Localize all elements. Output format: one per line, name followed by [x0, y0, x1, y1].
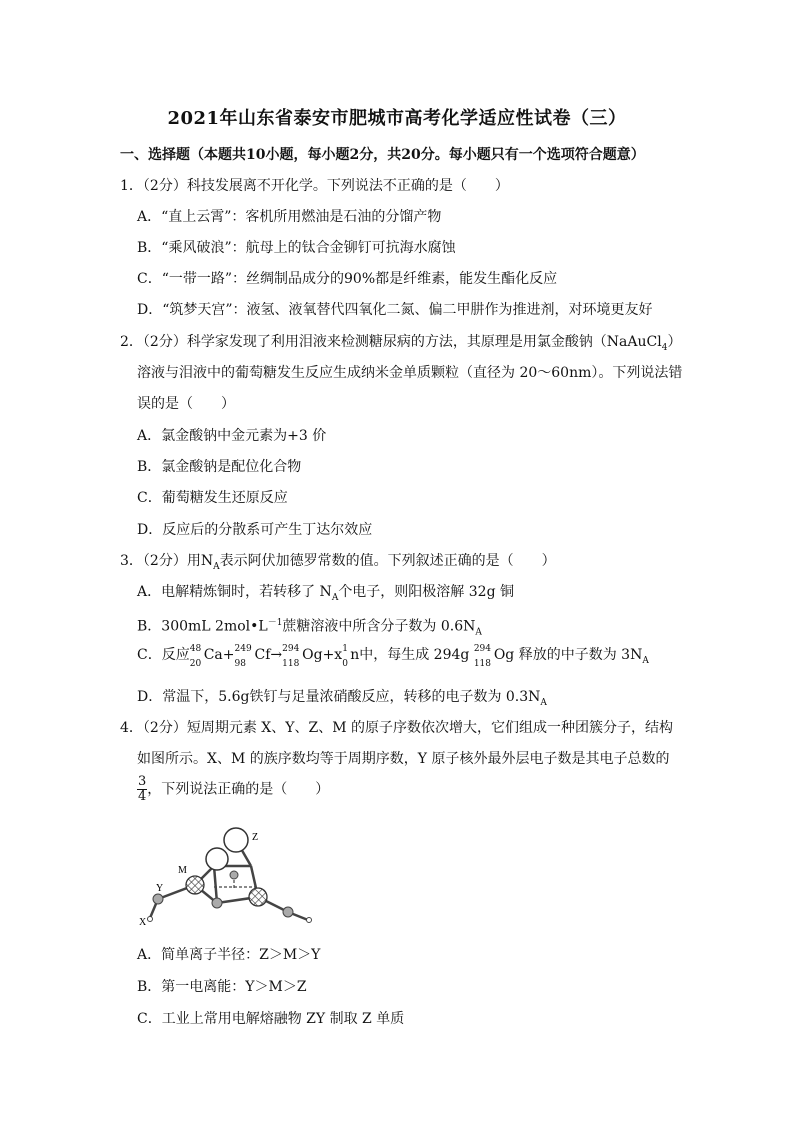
- atom-m-right: [249, 888, 267, 906]
- q3-option-d: D．常温下，5.6g铁钉与足量浓硝酸反应，转移的电子数为 $0.3N_A$: [137, 689, 547, 708]
- q2-stem-line3: 误的是（ ）: [137, 396, 235, 412]
- atom-y-left: [153, 894, 163, 904]
- figure-label-m: M: [178, 865, 187, 876]
- q3-option-c: C．反应 48 20 Ca+ 249 98 Cf→ 294 118 Og+x 1 0 n中，每生成 294g 294 118 Og 释放的中子数为 $3N_A$: [137, 644, 649, 669]
- q2-stem-line2: 溶液与泪液中的葡萄糖发生反应生成纳米金单质颗粒（直径为 20～60nm）。下列说法错: [137, 365, 683, 381]
- q4-option-a: A．简单离子半径：Z＞M＞Y: [137, 947, 321, 963]
- figure-label-x: X: [139, 917, 147, 928]
- q4-option-b: B．第一电离能：Y＞M＞Z: [137, 979, 307, 995]
- atom-y-center: [230, 871, 238, 879]
- atom-z-top: [224, 828, 248, 852]
- q2-option-c: C．葡萄糖发生还原反应: [137, 490, 288, 506]
- figure-label-y: Y: [156, 883, 164, 894]
- cluster-molecule-figure: [138, 822, 328, 932]
- nuclide-ca: 48 20: [189, 644, 202, 669]
- nuclide-og-2: 294 118: [473, 644, 492, 669]
- q1-option-c: C．“一带一路”：丝绸制品成分的90%都是纤维素，能发生酯化反应: [137, 271, 558, 287]
- q1-stem: 1．（2分）科技发展离不开化学。下列说法不正确的是（ ）: [120, 178, 509, 194]
- nuclide-n: 1 0: [342, 644, 348, 669]
- fraction: $\frac{3}{4}$: [138, 774, 147, 804]
- q2-stem-line1: 2．（2分）科学家发现了利用泪液来检测糖尿病的方法，其原理是用氯金酸钠（NaAuCl$_4$）: [120, 334, 682, 353]
- nuclide-cf: 249 98: [234, 644, 252, 669]
- atom-y-right: [283, 907, 293, 917]
- atom-z-front: [206, 848, 228, 870]
- q3-stem: 3．（2分）用$N_A$表示阿伏加德罗常数的值。下列叙述正确的是（ ）: [120, 553, 556, 572]
- q4-stem-line3: $\frac{3}{4}$ ，下列说法正确的是（ ）: [138, 774, 330, 804]
- q4-stem-line1: 4．（2分）短周期元素 X、Y、Z、M 的原子序数依次增大，它们组成一种团簇分子，结构: [120, 720, 673, 736]
- atom-m-left: [186, 876, 204, 894]
- atom-x-right: [307, 918, 312, 923]
- q2-option-d: D．反应后的分散系可产生丁达尔效应: [137, 522, 373, 538]
- q1-option-d: D．“筑梦天宫”：液氢、液氧替代四氧化二氮、偏二甲肼作为推进剂，对环境更友好: [137, 302, 653, 318]
- q1-option-a: A．“直上云霄”：客机所用燃油是石油的分馏产物: [137, 209, 442, 225]
- q1-option-b: B．“乘风破浪”：航母上的钛合金铆钉可抗海水腐蚀: [137, 240, 456, 256]
- q3-option-a: A．电解精炼铜时，若转移了 $N_A$个电子，则阳极溶解 32g 铜: [137, 584, 514, 603]
- page-title: 2021年山东省泰安市肥城市高考化学适应性试卷（三）: [167, 108, 627, 129]
- atom-x-left: [148, 917, 153, 922]
- figure-label-z: Z: [252, 832, 259, 843]
- atom-y-middle: [212, 898, 222, 908]
- q2-option-a: A．氯金酸钠中金元素为+3 价: [137, 428, 327, 444]
- nuclide-og: 294 118: [282, 644, 300, 669]
- q4-option-c: C．工业上常用电解熔融物 ZY 制取 Z 单质: [137, 1011, 405, 1027]
- q4-stem-line2: 如图所示。X、M 的族序数均等于周期序数，Y 原子核外最外层电子数是其电子总数的: [137, 751, 670, 767]
- q3-option-b: B．300mL $2mol•L^{-1}$蔗糖溶液中所含分子数为 $0.6N_A$: [137, 618, 482, 638]
- q2-option-b: B．氯金酸钠是配位化合物: [137, 459, 302, 475]
- section-heading: 一、选择题（本题共10小题，每小题2分，共20分。每小题只有一个选项符合题意）: [120, 147, 645, 163]
